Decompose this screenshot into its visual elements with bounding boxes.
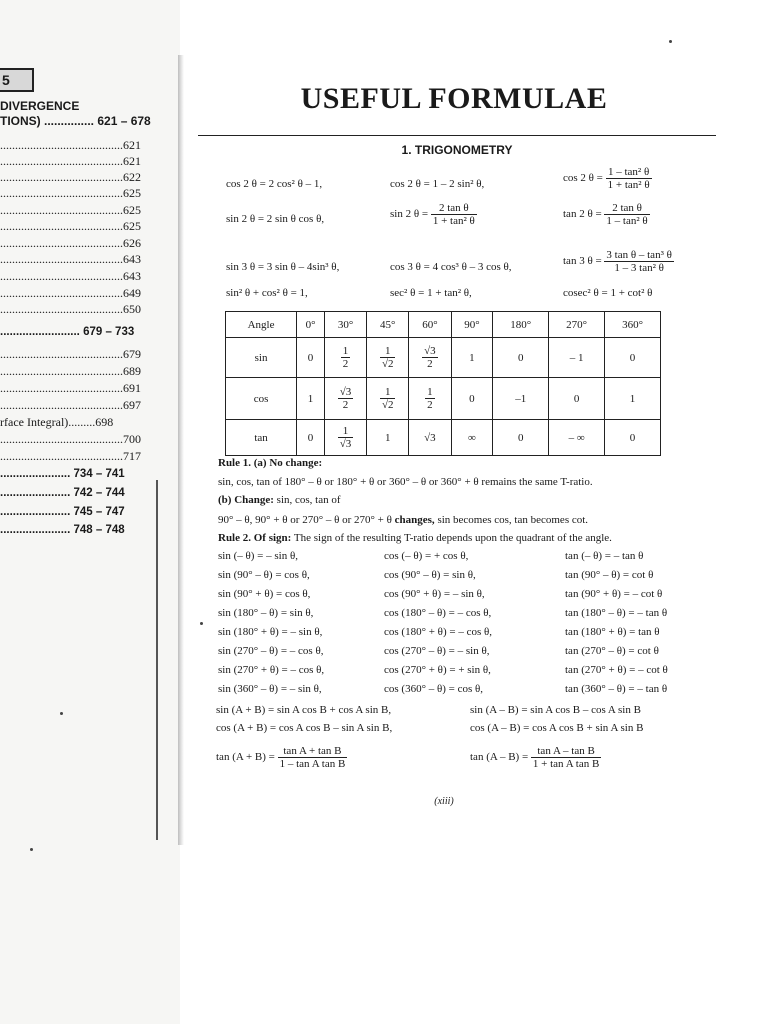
- fraction: [338, 386, 354, 411]
- formula-sin2-b: [390, 202, 477, 227]
- table-cell: [324, 338, 366, 378]
- table-cell: [367, 338, 409, 378]
- toc-line: .........................................643: [0, 269, 141, 283]
- fraction: [431, 202, 477, 227]
- toc-line: .........................................626: [0, 236, 141, 250]
- table-header-cell: Angle: [226, 312, 297, 338]
- formula-pythag: sin² θ + cos² θ = 1,: [226, 287, 308, 299]
- formula-tan3: [563, 249, 674, 274]
- rule-emphasis: changes,: [394, 514, 435, 526]
- formula-cos2-a: cos 2 θ = 2 cos² θ – 1,: [226, 178, 323, 190]
- table-cell: 1: [297, 378, 325, 420]
- table-header-cell: 0°: [297, 312, 325, 338]
- toc-line: ......................... 679 – 733: [0, 326, 135, 338]
- scan-speck: [669, 40, 672, 43]
- table-cell: – 1: [549, 338, 605, 378]
- denominator: √2: [381, 399, 394, 411]
- identity-formula: sin (90° + θ) = cos θ,: [218, 588, 311, 600]
- table-cell: 0: [549, 378, 605, 420]
- scan-speck: [200, 622, 203, 625]
- title-rule: [198, 135, 716, 136]
- table-row: [226, 338, 661, 378]
- table-cell: [409, 338, 451, 378]
- table-header-cell: 270°: [549, 312, 605, 338]
- identity-formula: cos (360° – θ) = cos θ,: [384, 683, 484, 695]
- denominator: 1 – tan A tan B: [279, 758, 346, 770]
- table-header-cell: 30°: [324, 312, 366, 338]
- rule-text: 90° – θ, 90° + θ or 270° – θ or 270° + θ: [218, 514, 395, 526]
- table-header-cell: 60°: [409, 312, 451, 338]
- table-header-cell: 45°: [367, 312, 409, 338]
- page-number: (xiii): [434, 796, 454, 807]
- denominator: 1 – tan² θ: [606, 215, 648, 227]
- formula-lhs: tan 2 θ =: [563, 208, 602, 221]
- formula-tan2: [563, 202, 650, 227]
- table-header-row: [226, 312, 661, 338]
- toc-line: .........................................625: [0, 203, 141, 217]
- toc-line: .........................................650: [0, 302, 141, 316]
- identity-formula: cos (– θ) = + cos θ,: [384, 550, 469, 562]
- numerator: √3: [339, 386, 352, 398]
- identity-formula: cos (270° + θ) = + sin θ,: [384, 664, 491, 676]
- chapter-tab: 5: [0, 68, 34, 92]
- identity-formula: tan (– θ) = – tan θ: [565, 550, 644, 562]
- numerator: 1: [380, 345, 396, 358]
- toc-line: ...................... 734 – 741: [0, 468, 125, 480]
- toc-line: .........................................700: [0, 432, 141, 446]
- table-row: [226, 420, 661, 456]
- table-cell: 0: [605, 420, 661, 456]
- fraction: [338, 425, 354, 450]
- toc-line: .........................................643: [0, 252, 141, 266]
- identity-formula: cos (180° + θ) = – cos θ,: [384, 626, 492, 638]
- toc-line: ...................... 742 – 744: [0, 487, 125, 499]
- table-cell: 0: [493, 338, 549, 378]
- toc-line: .........................................622: [0, 170, 141, 184]
- rule-2: [218, 532, 612, 544]
- previous-page-edge: [0, 0, 180, 1024]
- identity-formula: cos (90° – θ) = sin θ,: [384, 569, 476, 581]
- denominator: 2: [342, 399, 349, 411]
- toc-line: rface Integral).........698: [0, 415, 114, 429]
- table-header-cell: 90°: [451, 312, 493, 338]
- formula-sin-diff: sin (A – B) = sin A cos B – cos A sin B: [470, 704, 641, 716]
- fraction: [278, 745, 348, 770]
- table-cell: ∞: [451, 420, 493, 456]
- numerator: 3 tan θ – tan³ θ: [606, 249, 672, 261]
- fraction: [604, 202, 649, 227]
- toc-line: .........................................625: [0, 219, 141, 233]
- toc-line: .........................................625: [0, 186, 141, 200]
- formula-lhs: tan 3 θ =: [563, 255, 602, 268]
- denominator: 1 – 3 tan² θ: [614, 262, 664, 274]
- table-cell: 0: [297, 420, 325, 456]
- page-fold-line: [156, 480, 158, 840]
- identity-formula: tan (270° – θ) = cot θ: [565, 645, 659, 657]
- numerator: tan A + tan B: [278, 745, 348, 758]
- scan-speck: [30, 848, 33, 851]
- table-cell: 0: [493, 420, 549, 456]
- formula-lhs: cos 2 θ =: [563, 172, 603, 185]
- numerator: √3: [424, 345, 436, 357]
- rule-text: sin, cos, tan of: [273, 494, 341, 506]
- table-cell: 1: [367, 420, 409, 456]
- toc-line: ...................... 745 – 747: [0, 506, 125, 518]
- table-header-cell: 180°: [493, 312, 549, 338]
- table-row-label: sin: [226, 338, 297, 378]
- numerator: 2 tan θ: [604, 202, 649, 215]
- toc-line: .........................................697: [0, 398, 141, 412]
- identity-formula: sin (270° + θ) = – cos θ,: [218, 664, 325, 676]
- identity-formula: tan (90° + θ) = – cot θ: [565, 588, 663, 600]
- toc-line: .........................................689: [0, 364, 141, 378]
- table-header-cell: 360°: [605, 312, 661, 338]
- formula-tan-diff: [470, 745, 601, 770]
- identity-formula: tan (180° – θ) = – tan θ: [565, 607, 668, 619]
- numerator: 1: [338, 425, 354, 438]
- formula-sec: sec² θ = 1 + tan² θ,: [390, 287, 472, 299]
- numerator: 1 – tan² θ: [606, 166, 652, 179]
- identity-formula: tan (270° + θ) = – cot θ: [565, 664, 668, 676]
- formula-sin2-a: sin 2 θ = 2 sin θ cos θ,: [226, 213, 325, 225]
- identity-formula: cos (180° – θ) = – cos θ,: [384, 607, 492, 619]
- denominator: 1 + tan² θ: [432, 215, 475, 227]
- toc-line: .........................................679: [0, 347, 141, 361]
- identity-formula: sin (180° + θ) = – sin θ,: [218, 626, 323, 638]
- denominator: 2: [342, 358, 349, 370]
- table-cell: – ∞: [549, 420, 605, 456]
- fraction: [422, 345, 438, 370]
- identity-formula: cos (90° + θ) = – sin θ,: [384, 588, 485, 600]
- toc-line: .........................................621: [0, 154, 141, 168]
- numerator: 1: [342, 345, 349, 357]
- denominator: 2: [427, 358, 433, 370]
- identity-formula: tan (90° – θ) = cot θ: [565, 569, 654, 581]
- toc-line: .........................................649: [0, 286, 141, 300]
- rule-sub-label: (b) Change:: [218, 494, 274, 506]
- table-cell: [324, 378, 366, 420]
- table-cell: [367, 378, 409, 420]
- rule-1-heading: [218, 457, 322, 469]
- numerator: 2 tan θ: [431, 202, 477, 215]
- toc-line: ...................... 748 – 748: [0, 524, 125, 536]
- trig-values-table: [225, 311, 661, 456]
- formula-cos2-b: cos 2 θ = 1 – 2 sin² θ,: [390, 178, 485, 190]
- identity-formula: cos (270° – θ) = – sin θ,: [384, 645, 490, 657]
- rule-1-b: [218, 494, 341, 506]
- denominator: 1 + tan A tan B: [532, 758, 600, 770]
- formula-lhs: tan (A + B) =: [216, 751, 275, 764]
- rule-1-b-text: [218, 514, 588, 526]
- fraction: [425, 386, 435, 411]
- rule-text: The sign of the resulting T-ratio depends upon the quadrant of the angle.: [291, 532, 612, 544]
- toc-line: .........................................717: [0, 449, 141, 463]
- rule-text: sin becomes cos, tan becomes cot.: [434, 514, 589, 526]
- table-cell: [409, 378, 451, 420]
- fraction: [606, 166, 652, 191]
- fraction: [380, 345, 396, 370]
- table-row-label: tan: [226, 420, 297, 456]
- table-cell: 0: [297, 338, 325, 378]
- table-cell: [324, 420, 366, 456]
- page-title: USEFUL FORMULAE: [300, 82, 608, 115]
- formula-cos3: cos 3 θ = 4 cos³ θ – 3 cos θ,: [390, 261, 512, 273]
- identity-formula: sin (180° – θ) = sin θ,: [218, 607, 314, 619]
- formula-cos-diff: cos (A – B) = cos A cos B + sin A sin B: [470, 722, 644, 734]
- formula-cos-sum: cos (A + B) = cos A cos B – sin A sin B,: [216, 722, 393, 734]
- fraction: [604, 249, 673, 274]
- formula-cosec: cosec² θ = 1 + cot² θ: [563, 287, 653, 299]
- rule-label: Rule 1.: [218, 457, 251, 469]
- chapter-heading-line-1: DIVERGENCE: [0, 99, 80, 113]
- table-cell: 1: [451, 338, 493, 378]
- denominator: √2: [381, 358, 394, 370]
- table-cell: √3: [409, 420, 451, 456]
- fraction: [341, 345, 351, 370]
- rule-sub-label: (a) No change:: [253, 457, 323, 469]
- formula-sin3: sin 3 θ = 3 sin θ – 4sin³ θ,: [226, 261, 340, 273]
- formula-sin-sum: sin (A + B) = sin A cos B + cos A sin B,: [216, 704, 392, 716]
- numerator: tan A – tan B: [531, 745, 601, 758]
- table-cell: –1: [493, 378, 549, 420]
- fraction: [380, 386, 396, 411]
- formula-lhs: sin 2 θ =: [390, 208, 429, 221]
- rule-label: Rule 2. Of sign:: [218, 532, 292, 544]
- formula-cos2-c: [563, 166, 652, 191]
- toc-line: .........................................691: [0, 381, 141, 395]
- identity-formula: sin (270° – θ) = – cos θ,: [218, 645, 324, 657]
- section-title: 1. TRIGONOMETRY: [401, 143, 513, 157]
- denominator: √3: [339, 438, 352, 450]
- identity-formula: tan (360° – θ) = – tan θ: [565, 683, 668, 695]
- page-fold-shadow: [178, 55, 184, 845]
- chapter-heading-line-2: TIONS) ............... 621 – 678: [0, 114, 151, 128]
- numerator: 1: [427, 386, 433, 398]
- table-cell: 0: [451, 378, 493, 420]
- identity-formula: sin (– θ) = – sin θ,: [218, 550, 298, 562]
- identity-formula: sin (90° – θ) = cos θ,: [218, 569, 310, 581]
- table-cell: 0: [605, 338, 661, 378]
- toc-line: .........................................621: [0, 138, 141, 152]
- denominator: 1 + tan² θ: [607, 179, 650, 191]
- denominator: 2: [427, 399, 433, 411]
- identity-formula: tan (180° + θ) = tan θ: [565, 626, 660, 638]
- table-row-label: cos: [226, 378, 297, 420]
- table-row: [226, 378, 661, 420]
- table-cell: 1: [605, 378, 661, 420]
- fraction: [531, 745, 601, 770]
- numerator: 1: [380, 386, 396, 399]
- rule-1-text: sin, cos, tan of 180° – θ or 180° + θ or 360° – θ or 360° + θ remains the same T-ratio.: [218, 476, 593, 488]
- formula-lhs: tan (A – B) =: [470, 751, 529, 764]
- identity-formula: sin (360° – θ) = – sin θ,: [218, 683, 322, 695]
- scan-speck: [60, 712, 63, 715]
- formula-tan-sum: [216, 745, 347, 770]
